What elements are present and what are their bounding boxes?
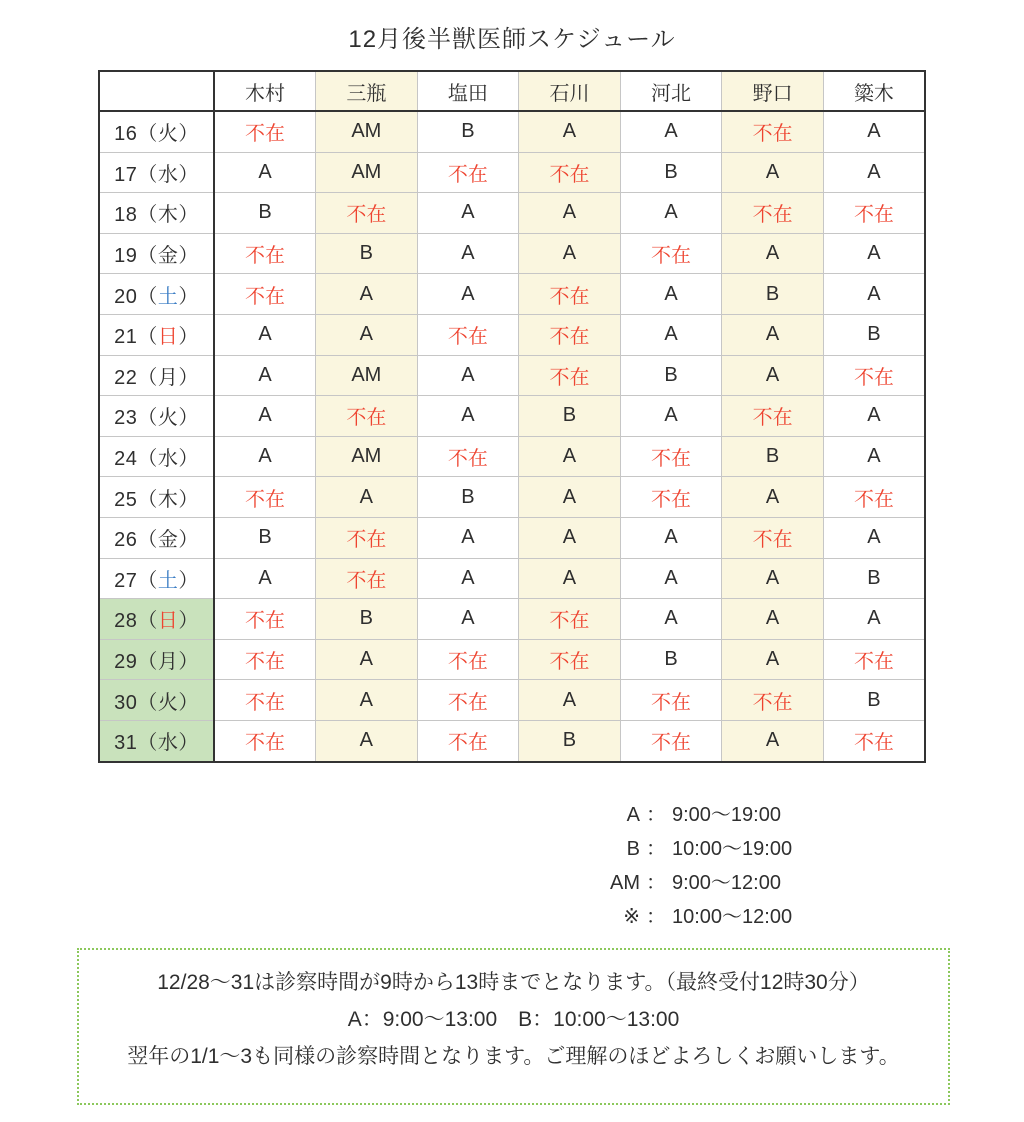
legend-time: 9:00～12:00 — [672, 871, 781, 894]
date-paren-close: ） — [178, 163, 199, 186]
date-paren-close: ） — [178, 488, 199, 511]
schedule-cell: B — [620, 355, 722, 396]
date-paren-close: ） — [178, 448, 199, 471]
schedule-cell: A — [214, 558, 316, 599]
weekday-label: 水 — [157, 732, 179, 755]
schedule-row — [99, 680, 925, 721]
legend-separator: ： — [646, 871, 666, 894]
schedule-cell: A — [823, 152, 925, 193]
date-cell — [99, 680, 214, 721]
weekday-label: 土 — [157, 569, 179, 592]
schedule-cell: A — [620, 111, 722, 152]
date-paren-close: ） — [178, 691, 199, 714]
date-cell — [99, 639, 214, 680]
schedule-cell: A — [417, 193, 519, 234]
schedule-cell: 不在 — [417, 639, 519, 680]
schedule-row — [99, 111, 925, 152]
schedule-cell: B — [519, 396, 621, 437]
schedule-row — [99, 314, 925, 355]
date-cell — [99, 355, 214, 396]
date-day-label: 24（ — [114, 448, 158, 471]
schedule-cell: 不在 — [519, 599, 621, 640]
schedule-cell: A — [722, 720, 824, 761]
legend-separator: ： — [646, 837, 666, 860]
schedule-cell: A — [519, 477, 621, 518]
schedule-cell: A — [417, 274, 519, 315]
schedule-cell: 不在 — [722, 680, 824, 721]
schedule-row — [99, 233, 925, 274]
date-cell — [99, 193, 214, 234]
date-day-label: 30（ — [114, 691, 158, 714]
schedule-cell: A — [722, 639, 824, 680]
schedule-cell: 不在 — [214, 720, 316, 761]
date-paren-close: ） — [178, 326, 199, 349]
schedule-cell: 不在 — [417, 680, 519, 721]
legend-label: A — [626, 803, 640, 826]
date-cell — [99, 436, 214, 477]
schedule-cell: 不在 — [214, 477, 316, 518]
schedule-cell: B — [722, 436, 824, 477]
notice-box — [77, 948, 950, 1105]
weekday-label: 木 — [157, 488, 179, 511]
legend — [598, 798, 1024, 934]
schedule-cell: 不在 — [316, 396, 418, 437]
schedule-cell: A — [519, 436, 621, 477]
schedule-cell: A — [519, 558, 621, 599]
date-cell — [99, 111, 214, 152]
schedule-cell: 不在 — [722, 193, 824, 234]
schedule-cell: 不在 — [620, 477, 722, 518]
schedule-cell: A — [823, 599, 925, 640]
date-paren-close: ） — [178, 610, 199, 633]
schedule-cell: B — [417, 477, 519, 518]
schedule-cell: A — [823, 517, 925, 558]
schedule-cell: A — [417, 517, 519, 558]
date-day-label: 25（ — [114, 488, 158, 511]
schedule-cell: A — [316, 477, 418, 518]
date-cell — [99, 314, 214, 355]
schedule-body — [99, 111, 925, 762]
schedule-cell: B — [722, 274, 824, 315]
schedule-cell: A — [519, 680, 621, 721]
schedule-cell: 不在 — [620, 720, 722, 761]
legend-label: ※ — [623, 905, 640, 928]
schedule-cell: A — [316, 274, 418, 315]
schedule-cell: AM — [316, 152, 418, 193]
weekday-label: 金 — [157, 245, 179, 268]
table-corner-cell — [99, 71, 214, 111]
legend-row — [598, 900, 1024, 934]
date-paren-close: ） — [178, 529, 199, 552]
schedule-row — [99, 436, 925, 477]
schedule-table — [98, 70, 926, 763]
schedule-cell: 不在 — [417, 436, 519, 477]
schedule-row — [99, 517, 925, 558]
weekday-label: 月 — [157, 651, 179, 674]
schedule-cell: A — [519, 111, 621, 152]
schedule-row — [99, 558, 925, 599]
date-cell — [99, 233, 214, 274]
schedule-cell: A — [417, 599, 519, 640]
schedule-cell: 不在 — [620, 233, 722, 274]
doctor-column-header: 木村 — [214, 71, 316, 111]
schedule-cell: A — [316, 680, 418, 721]
legend-row — [598, 832, 1024, 866]
schedule-cell: A — [519, 193, 621, 234]
schedule-cell: A — [316, 314, 418, 355]
schedule-cell: 不在 — [214, 111, 316, 152]
schedule-cell: 不在 — [316, 517, 418, 558]
legend-row — [598, 866, 1024, 900]
schedule-row — [99, 720, 925, 761]
schedule-cell: 不在 — [417, 152, 519, 193]
date-day-label: 31（ — [114, 732, 158, 755]
schedule-cell: B — [823, 558, 925, 599]
schedule-cell: A — [722, 477, 824, 518]
legend-time: 10:00～19:00 — [672, 837, 793, 860]
schedule-cell: A — [519, 517, 621, 558]
schedule-cell: A — [722, 599, 824, 640]
weekday-label: 日 — [157, 326, 179, 349]
schedule-cell: 不在 — [722, 396, 824, 437]
weekday-label: 日 — [157, 610, 179, 633]
schedule-cell: 不在 — [519, 355, 621, 396]
schedule-cell: 不在 — [214, 233, 316, 274]
date-paren-close: ） — [178, 123, 199, 146]
schedule-row — [99, 477, 925, 518]
legend-label: B — [626, 837, 640, 860]
date-day-label: 29（ — [114, 651, 158, 674]
schedule-row — [99, 396, 925, 437]
schedule-cell: B — [823, 680, 925, 721]
schedule-cell: A — [620, 599, 722, 640]
schedule-cell: A — [823, 111, 925, 152]
schedule-cell: 不在 — [214, 274, 316, 315]
date-cell — [99, 477, 214, 518]
schedule-cell: 不在 — [519, 314, 621, 355]
schedule-cell: A — [823, 233, 925, 274]
date-paren-close: ） — [178, 732, 199, 755]
schedule-cell: A — [620, 558, 722, 599]
schedule-cell: A — [823, 274, 925, 315]
weekday-label: 火 — [157, 123, 179, 146]
weekday-label: 月 — [157, 366, 179, 389]
doctor-column-header: 野口 — [722, 71, 824, 111]
schedule-cell: 不在 — [417, 314, 519, 355]
notice-line: 翌年の1/1～3も同様の診察時間となります。ご理解のほどよろしくお願いします。 — [127, 1044, 900, 1068]
schedule-cell: A — [620, 396, 722, 437]
schedule-cell: 不在 — [519, 639, 621, 680]
schedule-cell: 不在 — [823, 639, 925, 680]
schedule-row — [99, 193, 925, 234]
legend-separator: ： — [646, 803, 666, 826]
legend-time: 10:00～12:00 — [672, 905, 793, 928]
date-day-label: 28（ — [114, 610, 158, 633]
schedule-cell: AM — [316, 111, 418, 152]
weekday-label: 水 — [157, 448, 179, 471]
legend-separator: ： — [646, 905, 666, 928]
schedule-cell: A — [620, 274, 722, 315]
schedule-cell: 不在 — [316, 558, 418, 599]
schedule-cell: A — [417, 233, 519, 274]
weekday-label: 火 — [157, 407, 179, 430]
date-day-label: 22（ — [114, 366, 158, 389]
date-day-label: 16（ — [114, 123, 158, 146]
schedule-cell: 不在 — [519, 152, 621, 193]
weekday-label: 金 — [157, 529, 179, 552]
schedule-row — [99, 152, 925, 193]
header-row — [99, 71, 925, 111]
schedule-cell: A — [214, 355, 316, 396]
schedule-cell: A — [620, 517, 722, 558]
notice-line: 12/28～31は診察時間が9時から13時までとなります。（最終受付12時30分） — [157, 970, 870, 994]
date-cell — [99, 720, 214, 761]
schedule-cell: A — [823, 436, 925, 477]
schedule-cell: 不在 — [519, 274, 621, 315]
schedule-cell: A — [214, 436, 316, 477]
date-cell — [99, 396, 214, 437]
schedule-cell: A — [823, 396, 925, 437]
date-paren-close: ） — [178, 651, 199, 674]
schedule-cell: A — [417, 558, 519, 599]
doctor-column-header: 河北 — [620, 71, 722, 111]
doctor-column-header: 塩田 — [417, 71, 519, 111]
notice-line: A：9:00～13:00 B：10:00～13:00 — [347, 1007, 680, 1031]
date-day-label: 26（ — [114, 529, 158, 552]
schedule-cell: B — [620, 639, 722, 680]
date-cell — [99, 152, 214, 193]
doctor-column-header: 石川 — [519, 71, 621, 111]
schedule-cell: 不在 — [823, 477, 925, 518]
schedule-row — [99, 274, 925, 315]
weekday-label: 火 — [157, 691, 179, 714]
schedule-cell: B — [214, 193, 316, 234]
date-paren-close: ） — [178, 366, 199, 389]
schedule-cell: B — [316, 599, 418, 640]
schedule-cell: 不在 — [214, 680, 316, 721]
doctor-column-header: 簗木 — [823, 71, 925, 111]
date-day-label: 20（ — [114, 285, 158, 308]
date-day-label: 21（ — [114, 326, 158, 349]
schedule-cell: 不在 — [316, 193, 418, 234]
schedule-cell: A — [417, 355, 519, 396]
date-day-label: 19（ — [114, 245, 158, 268]
schedule-cell: A — [316, 720, 418, 761]
schedule-cell: B — [214, 517, 316, 558]
schedule-cell: 不在 — [722, 111, 824, 152]
schedule-cell: B — [417, 111, 519, 152]
schedule-cell: A — [316, 639, 418, 680]
schedule-row — [99, 355, 925, 396]
schedule-cell: A — [722, 558, 824, 599]
schedule-cell: 不在 — [620, 436, 722, 477]
schedule-row — [99, 639, 925, 680]
schedule-cell: B — [823, 314, 925, 355]
schedule-cell: AM — [316, 355, 418, 396]
schedule-cell: B — [519, 720, 621, 761]
schedule-cell: 不在 — [823, 355, 925, 396]
date-day-label: 17（ — [114, 163, 158, 186]
schedule-row — [99, 599, 925, 640]
schedule-cell: A — [214, 314, 316, 355]
date-paren-close: ） — [178, 245, 199, 268]
schedule-cell: 不在 — [417, 720, 519, 761]
schedule-cell: A — [722, 233, 824, 274]
schedule-cell: A — [519, 233, 621, 274]
date-paren-close: ） — [178, 285, 199, 308]
date-day-label: 27（ — [114, 569, 158, 592]
weekday-label: 水 — [157, 163, 179, 186]
schedule-cell: A — [620, 193, 722, 234]
schedule-cell: B — [620, 152, 722, 193]
schedule-cell: 不在 — [620, 680, 722, 721]
schedule-cell: A — [722, 355, 824, 396]
schedule-cell: A — [214, 152, 316, 193]
schedule-cell: 不在 — [823, 720, 925, 761]
schedule-cell: A — [620, 314, 722, 355]
date-cell — [99, 558, 214, 599]
schedule-cell: 不在 — [214, 599, 316, 640]
schedule-cell: A — [214, 396, 316, 437]
schedule-cell: 不在 — [722, 517, 824, 558]
page-title: 12月後半獣医師スケジュール — [348, 26, 676, 53]
date-day-label: 23（ — [114, 407, 158, 430]
schedule-cell: 不在 — [823, 193, 925, 234]
schedule-cell: A — [722, 314, 824, 355]
doctor-column-header: 三瓶 — [316, 71, 418, 111]
schedule-cell: A — [417, 396, 519, 437]
legend-row — [598, 798, 1024, 832]
date-paren-close: ） — [178, 407, 199, 430]
date-cell — [99, 517, 214, 558]
weekday-label: 木 — [157, 204, 179, 227]
date-cell — [99, 599, 214, 640]
date-day-label: 18（ — [114, 204, 158, 227]
schedule-cell: A — [722, 152, 824, 193]
legend-label: AM — [610, 871, 640, 894]
schedule-cell: AM — [316, 436, 418, 477]
schedule-cell: 不在 — [214, 639, 316, 680]
weekday-label: 土 — [157, 285, 179, 308]
legend-time: 9:00～19:00 — [672, 803, 781, 826]
date-paren-close: ） — [178, 569, 199, 592]
date-paren-close: ） — [178, 204, 199, 227]
date-cell — [99, 274, 214, 315]
schedule-cell: B — [316, 233, 418, 274]
